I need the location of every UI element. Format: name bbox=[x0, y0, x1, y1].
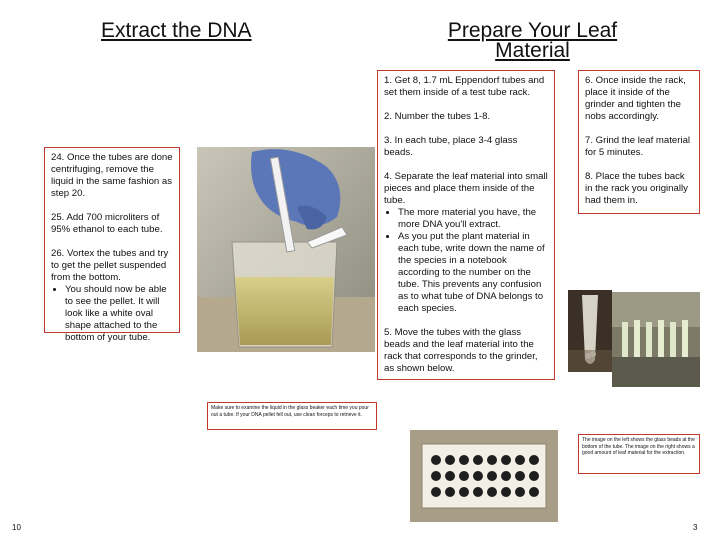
tube-rack-photo bbox=[612, 292, 700, 387]
beaker-note: Make sure to examine the liquid in the glass beaker each time you pour out a tube. If your DNA pellet fell out, use clean forceps to retrieve it. bbox=[207, 402, 377, 430]
step-26-bullet: • You should now be able to see the pellet. It will look like a white oval shape attached to the bottom of your tube. bbox=[65, 284, 173, 344]
step-6: 6. Once inside the rack, place it inside of the grinder and tighten the nobs accordingly. bbox=[585, 75, 686, 122]
step-7: 7. Grind the leaf material for 5 minutes. bbox=[585, 135, 691, 158]
step-3: 3. In each tube, place 3-4 glass beads. bbox=[384, 135, 518, 158]
step-26: 26. Vortex the tubes and try to get the pellet suspended from the bottom. bbox=[51, 248, 169, 283]
leaf-prep-steps-box bbox=[377, 70, 555, 380]
step-4-bullets bbox=[384, 207, 548, 315]
step-8: 8. Place the tubes back in the rack you originally had them in. bbox=[585, 171, 688, 206]
step-5: 5. Move the tubes with the glass beads and the leaf material into the rack that corresponds to the grinder, as shown below. bbox=[384, 327, 538, 374]
step-24: 24. Once the tubes are done centrifuging, remove the liquid in the same fashion as step 20. bbox=[51, 152, 173, 199]
images-caption-note: The image on the left shows the glass beads at the bottom of the tube. The image on the right shows a good amount of leaf material for the extraction. bbox=[578, 434, 700, 474]
right-page-heading bbox=[430, 19, 635, 63]
step-4: 4. Separate the leaf material into small pieces and place them inside of the tube. bbox=[384, 171, 548, 206]
step-26-bullets bbox=[51, 284, 173, 344]
left-page-heading: Extract the DNA bbox=[101, 19, 252, 42]
right-page-number: 3 bbox=[693, 523, 698, 532]
grinding-steps-box bbox=[578, 70, 700, 214]
step-2: 2. Number the tubes 1-8. bbox=[384, 111, 491, 122]
heading-line-1: Prepare Your Leaf bbox=[447, 19, 618, 42]
grinder-rack-photo bbox=[410, 430, 558, 522]
step-1: 1. Get 8, 1.7 mL Eppendorf tubes and set them inside of a test tube rack. bbox=[384, 75, 545, 98]
pipetting-photo bbox=[197, 147, 375, 352]
step-4-bullet: • The more material you have, the more DNA you'll extract. bbox=[398, 207, 548, 231]
heading-line-2: Material bbox=[495, 39, 570, 62]
step-4-bullet: • As you put the plant material in each tube, write down the name of the species in a notebook according to the number on the tube. This prevents any confusion as to what tube of DNA belongs to each species. bbox=[398, 231, 548, 315]
tube-beads-photo bbox=[568, 290, 612, 372]
step-25: 25. Add 700 microliters of 95% ethanol to each tube. bbox=[51, 212, 163, 235]
left-page-number: 10 bbox=[12, 523, 21, 532]
dna-extraction-steps-box bbox=[44, 147, 180, 343]
